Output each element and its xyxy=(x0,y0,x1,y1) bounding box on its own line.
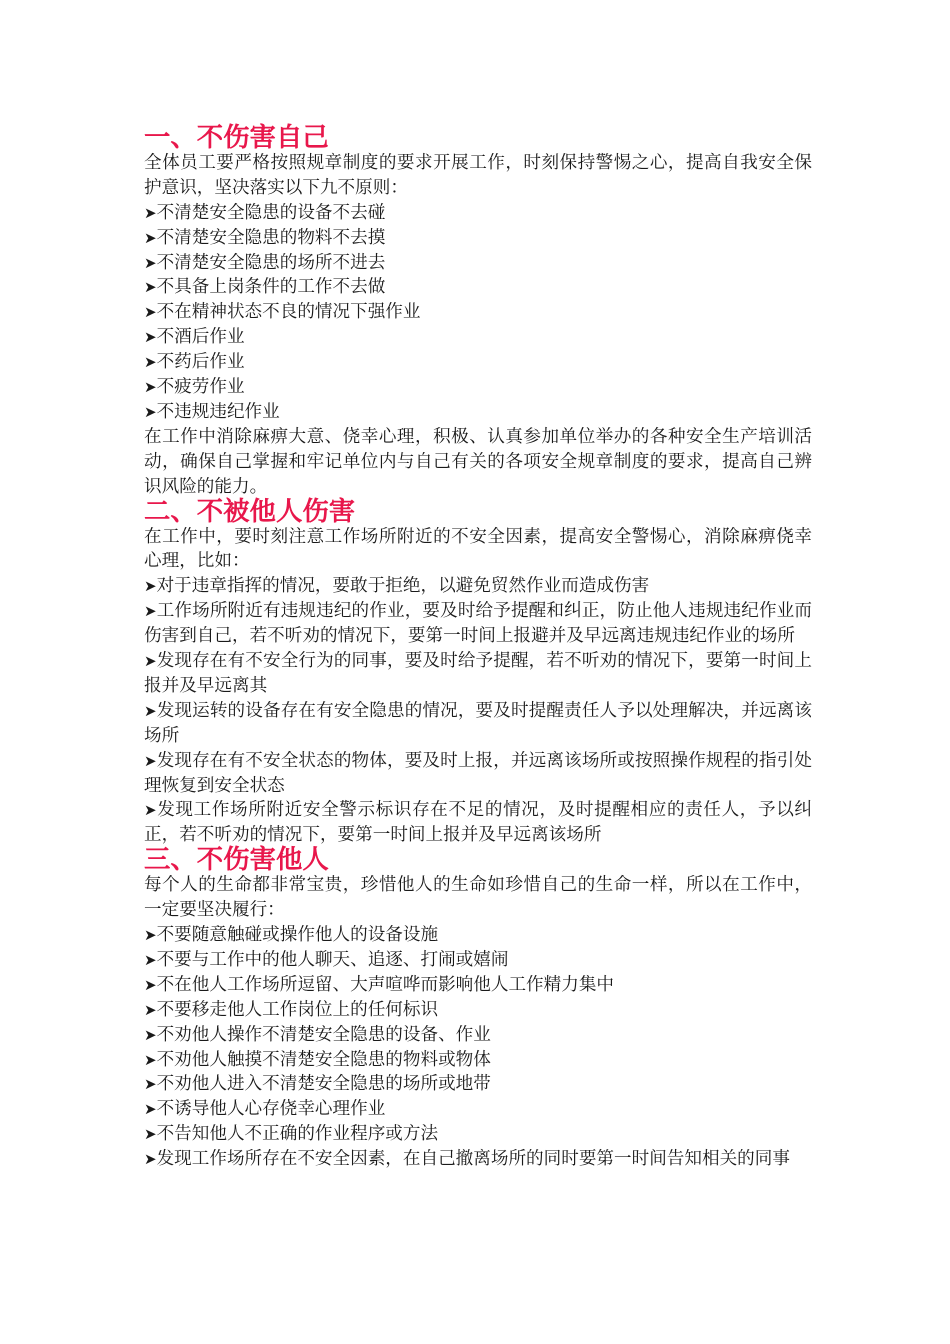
arrow-bullet-icon: ➤ xyxy=(144,652,157,671)
list-item: ➤不在他人工作场所逗留、大声喧哗而影响他人工作精力集中 xyxy=(144,974,615,995)
list-item: ➤不要随意触碰或操作他人的设备设施 xyxy=(144,925,439,945)
list-item: ➤发现工作场所存在不安全因素，在自己撤离场所的同时要第一时间告知相关的同事 xyxy=(144,1149,790,1170)
arrow-bullet-icon: ➤ xyxy=(144,1100,157,1119)
document-body xyxy=(144,122,812,1172)
section-intro: 每个人的生命都非常宝贵，珍惜他人的生命如珍惜自己的生命一样，所以在工作中，一定要坚决履行： xyxy=(144,875,812,921)
list-item: ➤发现运转的设备存在有安全隐患的情况，要及时提醒责任人予以处理解决，并远离该场所 xyxy=(144,700,812,746)
list-item: ➤不告知他人不正确的作业程序或方法 xyxy=(144,1124,439,1145)
arrow-bullet-icon: ➤ xyxy=(144,378,157,397)
arrow-bullet-icon: ➤ xyxy=(144,402,157,421)
section-3 xyxy=(144,844,812,1172)
section-intro: 在工作中，要时刻注意工作场所附近的不安全因素，提高安全警惕心，消除麻痹侥幸心理，比如： xyxy=(144,526,812,572)
arrow-bullet-icon: ➤ xyxy=(144,1150,157,1169)
list-item: ➤工作场所附近有违规违纪的作业，要及时给予提醒和纠正，防止他人违规违纪作业而伤害到自己，若不听劝的情况下，要第一时间上报避并及早远离违规违纪作业的场所 xyxy=(144,601,812,647)
section-heading: 二、不被他人伤害 xyxy=(144,495,356,527)
arrow-bullet-icon: ➤ xyxy=(144,950,157,969)
arrow-bullet-icon: ➤ xyxy=(144,1025,157,1044)
list-item: ➤不具备上岗条件的工作不去做 xyxy=(144,277,386,298)
arrow-bullet-icon: ➤ xyxy=(144,975,157,994)
section-heading: 一、不伤害自己 xyxy=(144,122,329,153)
arrow-bullet-icon: ➤ xyxy=(144,353,157,372)
list-item: ➤对于违章指挥的情况，要敢于拒绝，以避免贸然作业而造成伤害 xyxy=(144,576,650,597)
arrow-bullet-icon: ➤ xyxy=(144,701,157,720)
arrow-bullet-icon: ➤ xyxy=(144,1050,157,1069)
list-item: ➤不清楚安全隐患的设备不去碰 xyxy=(144,202,386,223)
arrow-bullet-icon: ➤ xyxy=(144,1125,157,1144)
list-item: ➤不要与工作中的他人聊天、追逐、打闹或嬉闹 xyxy=(144,949,509,970)
arrow-bullet-icon: ➤ xyxy=(144,577,157,596)
section-heading: 三、不伤害他人 xyxy=(144,844,329,876)
section-closing: 在工作中消除麻痹大意、侥幸心理，积极、认真参加单位举办的各种安全生产培训活动，确保自己掌握和牢记单位内与自己有关的各项安全规章制度的要求，提高自己辨识风险的能力。 xyxy=(144,426,812,497)
bullet-list xyxy=(144,574,812,848)
list-item: ➤不要移走他人工作岗位上的任何标识 xyxy=(144,999,439,1020)
arrow-bullet-icon: ➤ xyxy=(144,203,157,222)
arrow-bullet-icon: ➤ xyxy=(144,278,157,297)
list-item: ➤不违规违纪作业 xyxy=(144,401,280,422)
section-2 xyxy=(144,495,812,849)
arrow-bullet-icon: ➤ xyxy=(144,602,157,621)
section-intro: 全体员工要严格按照规章制度的要求开展工作，时刻保持警惕之心，提高自我安全保护意识，坚决落实以下九不原则： xyxy=(144,152,812,198)
arrow-bullet-icon: ➤ xyxy=(144,1000,157,1019)
list-item: ➤不清楚安全隐患的场所不进去 xyxy=(144,252,386,273)
list-item: ➤不劝他人进入不清楚安全隐患的场所或地带 xyxy=(144,1074,491,1095)
arrow-bullet-icon: ➤ xyxy=(144,303,157,322)
bullet-list xyxy=(144,923,812,1172)
list-item: ➤不酒后作业 xyxy=(144,327,245,348)
list-item: ➤不疲劳作业 xyxy=(144,377,245,398)
arrow-bullet-icon: ➤ xyxy=(144,801,157,820)
list-item: ➤不清楚安全隐患的物料不去摸 xyxy=(144,227,386,248)
arrow-bullet-icon: ➤ xyxy=(144,1075,157,1094)
arrow-bullet-icon: ➤ xyxy=(144,751,157,770)
list-item: ➤发现工作场所附近安全警示标识存在不足的情况，及时提醒相应的责任人，予以纠正，若不听劝的情况下，要第一时间上报并及早远离该场所 xyxy=(144,800,812,846)
section-1 xyxy=(144,122,812,500)
bullet-list xyxy=(144,201,812,425)
arrow-bullet-icon: ➤ xyxy=(144,328,157,347)
list-item: ➤发现存在有不安全状态的物体，要及时上报，并远离该场所或按照操作规程的指引处理恢复到安全状态 xyxy=(144,750,812,796)
list-item: ➤不劝他人触摸不清楚安全隐患的物料或物体 xyxy=(144,1049,491,1070)
list-item: ➤不劝他人操作不清楚安全隐患的设备、作业 xyxy=(144,1024,491,1045)
arrow-bullet-icon: ➤ xyxy=(144,228,157,247)
list-item: ➤不诱导他人心存侥幸心理作业 xyxy=(144,1099,386,1120)
arrow-bullet-icon: ➤ xyxy=(144,253,157,272)
arrow-bullet-icon: ➤ xyxy=(144,926,157,944)
list-item: ➤不在精神状态不良的情况下强作业 xyxy=(144,302,421,323)
list-item: ➤发现存在有不安全行为的同事，要及时给予提醒，若不听劝的情况下，要第一时间上报并及早远离其 xyxy=(144,651,812,696)
list-item: ➤不药后作业 xyxy=(144,352,245,373)
